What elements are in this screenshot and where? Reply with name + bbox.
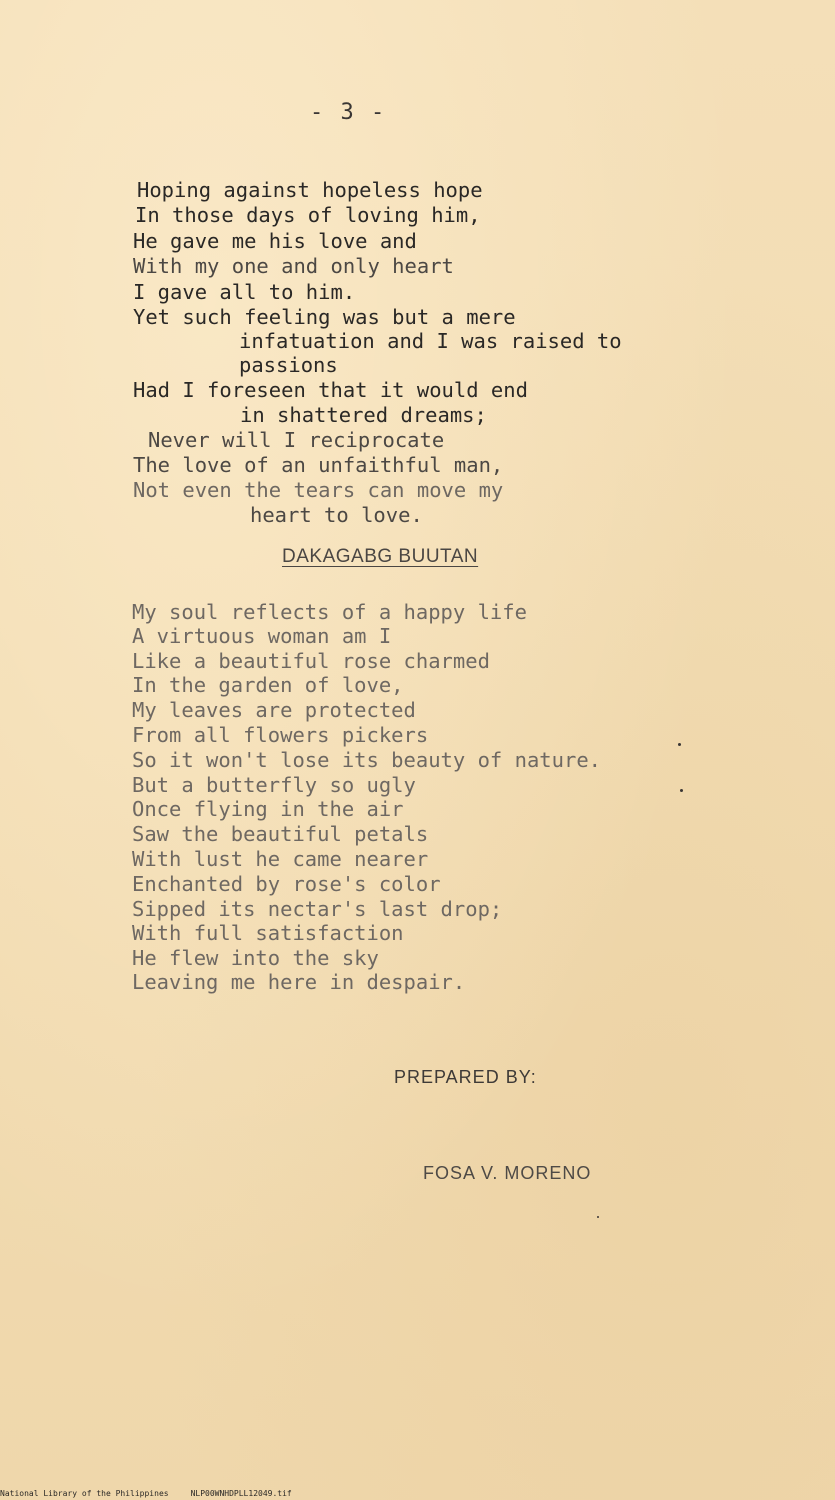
- poem-line: The love of an unfaithful man,: [133, 453, 504, 477]
- poem-line: In those days of loving him,: [135, 203, 481, 227]
- poem-two-title: DAKAGABG BUUTAN: [282, 546, 479, 567]
- poem-line: heart to love.: [250, 503, 423, 527]
- poem-line: Enchanted by rose's color: [132, 872, 441, 896]
- poem-line: Hoping against hopeless hope: [137, 178, 483, 202]
- ink-speck: [597, 1216, 599, 1218]
- footer-file: NLP00WNHDPLL12049.tif: [190, 1489, 292, 1498]
- poem-line: With full satisfaction: [132, 921, 404, 945]
- poem-line: He gave me his love and: [133, 229, 417, 253]
- ink-speck: [680, 789, 683, 792]
- poem-line: Yet such feeling was but a mere: [133, 305, 516, 329]
- poem-line: in shattered dreams;: [240, 403, 487, 427]
- poem-line: So it won't lose its beauty of nature.: [132, 748, 601, 772]
- poem-line: Had I foreseen that it would end: [133, 378, 528, 402]
- poem-line: But a butterfly so ugly: [132, 773, 416, 797]
- prepared-by-label: PREPARED BY:: [394, 1067, 537, 1087]
- poem-line: Leaving me here in despair.: [132, 970, 466, 994]
- poem-line: With my one and only heart: [133, 254, 454, 278]
- poem-line: He flew into the sky: [132, 946, 379, 970]
- poem-line: Not even the tears can move my: [133, 478, 504, 502]
- poem-line: A virtuous woman am I: [132, 624, 392, 648]
- poem-line: Like a beautiful rose charmed: [132, 649, 490, 673]
- poem-line: Never will I reciprocate: [148, 428, 445, 452]
- scan-footer: [0, 1489, 314, 1498]
- poem-line: In the garden of love,: [132, 673, 404, 697]
- poem-line: infatuation and I was raised to: [239, 329, 622, 353]
- poem-line: My leaves are protected: [132, 698, 416, 722]
- poem-line: With lust he came nearer: [132, 847, 429, 871]
- poem-line: From all flowers pickers: [132, 723, 429, 747]
- poem-line: Saw the beautiful petals: [132, 822, 429, 846]
- author-name: FOSA V. MORENO: [423, 1163, 592, 1183]
- poem-line: passions: [239, 353, 338, 377]
- poem-line: I gave all to him.: [133, 280, 356, 304]
- page-number: - 3 -: [310, 100, 387, 125]
- footer-library: National Library of the Philippines: [0, 1489, 169, 1498]
- poem-line: Once flying in the air: [132, 797, 404, 821]
- ink-speck: [678, 743, 681, 746]
- poem-line: My soul reflects of a happy life: [132, 600, 527, 624]
- poem-line: Sipped its nectar's last drop;: [132, 897, 503, 921]
